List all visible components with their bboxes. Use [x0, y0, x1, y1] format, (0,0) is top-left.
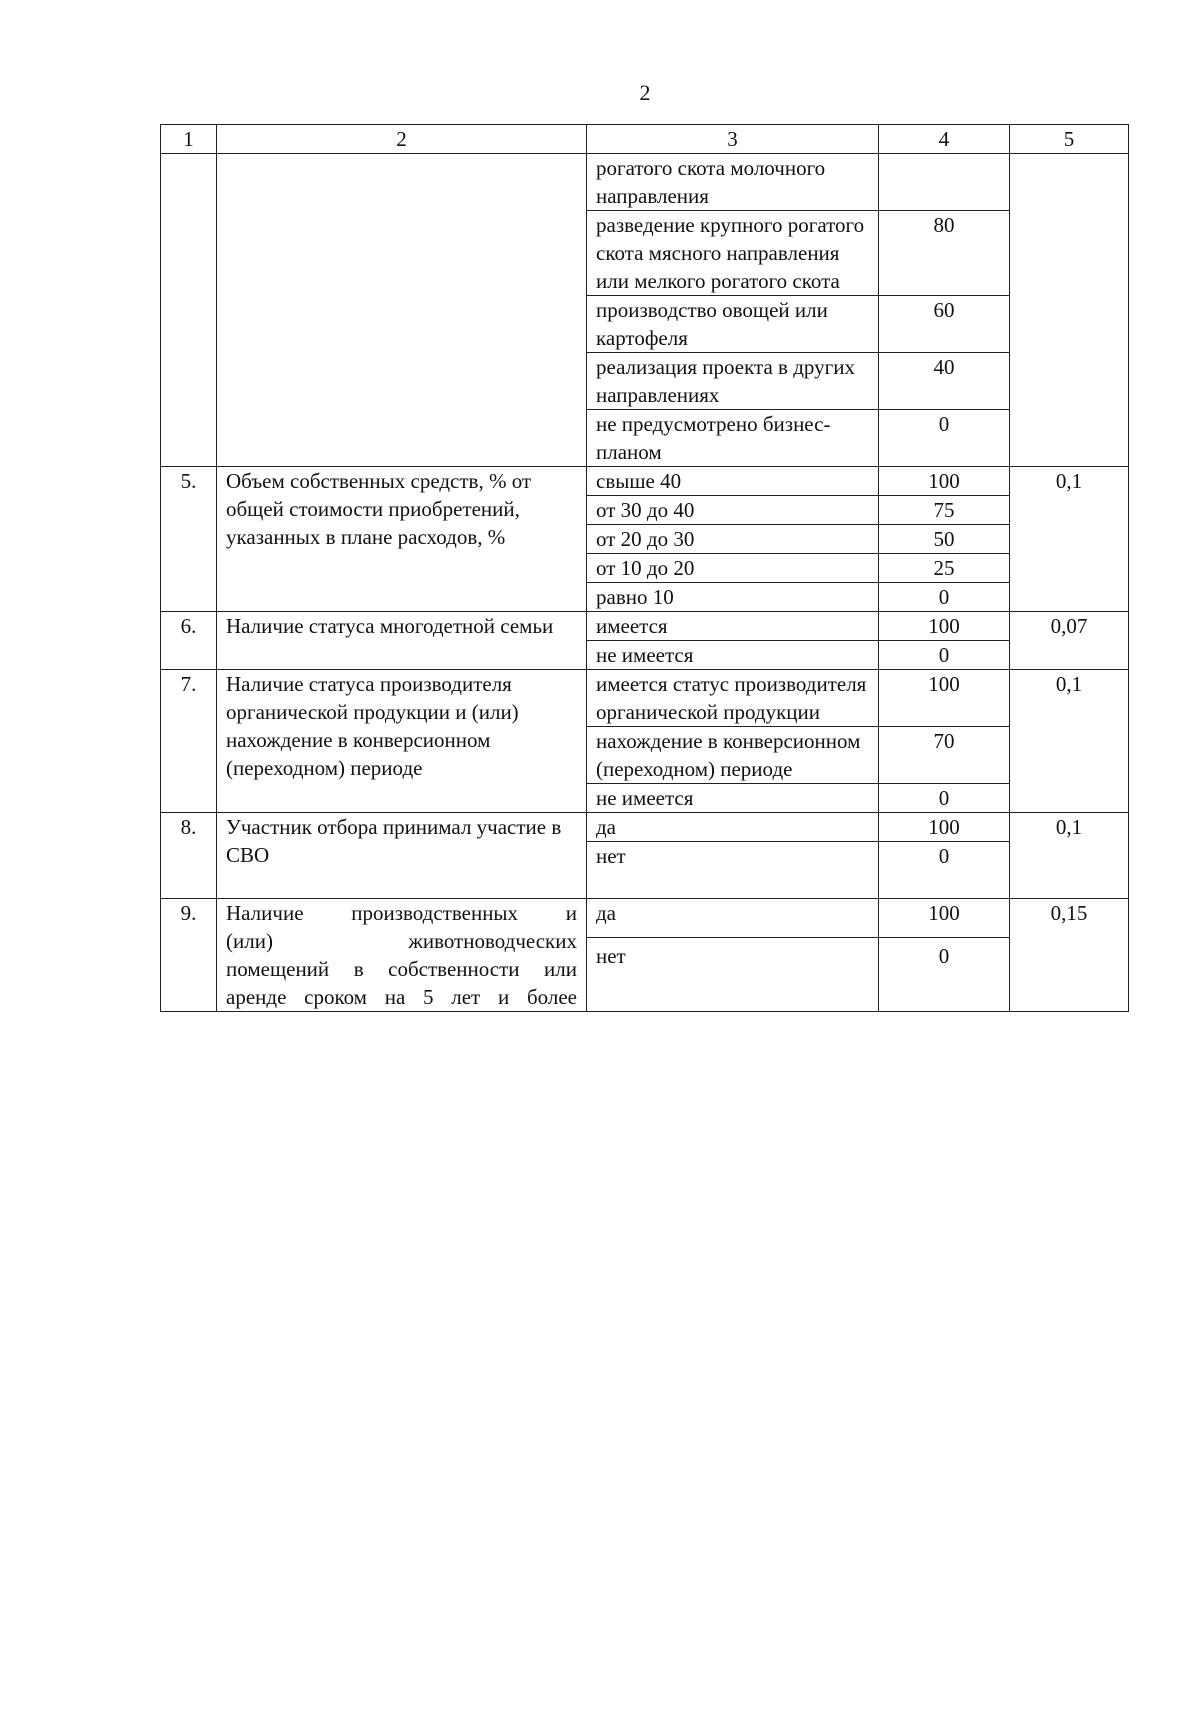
criterion-number: 6. — [161, 612, 217, 670]
criterion-number: 8. — [161, 813, 217, 899]
option-score: 0 — [879, 641, 1010, 670]
option-score: 80 — [879, 211, 1010, 296]
table-row — [161, 899, 1129, 938]
table-row — [161, 813, 1129, 842]
option-text: реализация проекта в других направлениях — [587, 353, 879, 410]
column-number-3: 3 — [587, 125, 879, 154]
criterion-name — [217, 899, 587, 1012]
option-score: 0 — [879, 583, 1010, 612]
criterion-weight: 0,15 — [1010, 899, 1129, 1012]
option-text: от 20 до 30 — [587, 525, 879, 554]
criterion-weight: 0,1 — [1010, 467, 1129, 612]
criterion-name: Наличие статуса многодетной семьи — [217, 612, 587, 670]
column-number-2: 2 — [217, 125, 587, 154]
criterion-name: Наличие статуса производителя органической продукции и (или) нахождение в конверсионном (переходном) периоде — [217, 670, 587, 813]
option-score: 50 — [879, 525, 1010, 554]
option-score: 100 — [879, 612, 1010, 641]
option-score: 0 — [879, 842, 1010, 899]
criterion-name: Участник отбора принимал участие в СВО — [217, 813, 587, 899]
option-score: 100 — [879, 467, 1010, 496]
option-score: 100 — [879, 813, 1010, 842]
option-text: не имеется — [587, 784, 879, 813]
table-row — [161, 467, 1129, 496]
option-text: не имеется — [587, 641, 879, 670]
option-text: да — [587, 813, 879, 842]
option-text: имеется статус производителя органической продукции — [587, 670, 879, 727]
option-score: 100 — [879, 670, 1010, 727]
option-score: 60 — [879, 296, 1010, 353]
criterion-number — [161, 154, 217, 467]
criterion-number: 9. — [161, 899, 217, 1012]
option-score: 0 — [879, 410, 1010, 467]
option-text: рогатого скота молочного направления — [587, 154, 879, 211]
option-score: 70 — [879, 727, 1010, 784]
option-text: имеется — [587, 612, 879, 641]
option-text: нет — [587, 938, 879, 1012]
option-score: 40 — [879, 353, 1010, 410]
criterion-weight: 0,1 — [1010, 670, 1129, 813]
option-score: 25 — [879, 554, 1010, 583]
column-number-5: 5 — [1010, 125, 1129, 154]
criterion-line: аренде сроком на 5 лет и более — [226, 985, 577, 1009]
criterion-weight — [1010, 154, 1129, 467]
criterion-line: Наличие производственных и — [226, 901, 577, 925]
option-text: свыше 40 — [587, 467, 879, 496]
criterion-name: Объем собственных средств, % от общей стоимости приобретений, указанных в плане расходов, % — [217, 467, 587, 612]
table-row — [161, 154, 1129, 211]
column-number-row — [161, 125, 1129, 154]
criterion-line: помещений в собственности или — [226, 957, 577, 981]
option-text: нахождение в конверсионном (переходном) периоде — [587, 727, 879, 784]
column-number-1: 1 — [161, 125, 217, 154]
option-text: от 10 до 20 — [587, 554, 879, 583]
option-score: 0 — [879, 784, 1010, 813]
criterion-weight: 0,1 — [1010, 813, 1129, 899]
option-text: да — [587, 899, 879, 938]
option-score: 100 — [879, 899, 1010, 938]
table-row — [161, 670, 1129, 727]
option-score: 0 — [879, 938, 1010, 1012]
criterion-name — [217, 154, 587, 467]
page-number: 2 — [639, 80, 651, 105]
option-text: разведение крупного рогатого скота мясного направления или мелкого рогатого скота — [587, 211, 879, 296]
option-text: производство овощей или картофеля — [587, 296, 879, 353]
criterion-weight: 0,07 — [1010, 612, 1129, 670]
option-text: нет — [587, 842, 879, 899]
option-text: равно 10 — [587, 583, 879, 612]
option-text: от 30 до 40 — [587, 496, 879, 525]
option-score: 75 — [879, 496, 1010, 525]
criterion-number: 5. — [161, 467, 217, 612]
column-number-4: 4 — [879, 125, 1010, 154]
option-score — [879, 154, 1010, 211]
option-text: не предусмотрено бизнес-планом — [587, 410, 879, 467]
criterion-line: (или) животноводческих — [226, 929, 577, 953]
criteria-table — [160, 124, 1129, 1012]
table-row — [161, 612, 1129, 641]
criterion-number: 7. — [161, 670, 217, 813]
